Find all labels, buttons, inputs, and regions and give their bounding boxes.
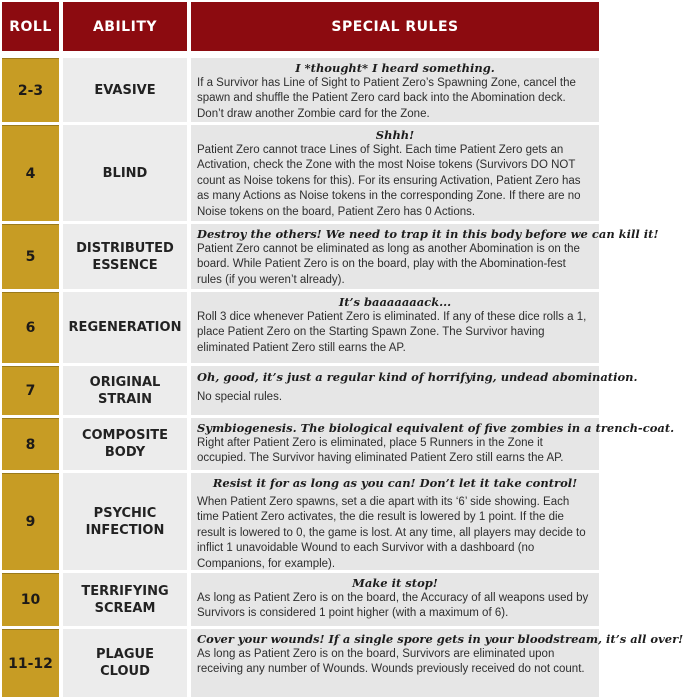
flavor-text: Cover your wounds! If a single spore gets in your bloodstream, it’s all over!: [197, 632, 683, 646]
rules-text: As long as Patient Zero is on the board, Survivors are eliminated upon receiving any number of Wounds. Wounds previously received do not count.: [197, 648, 585, 676]
rules-cell: [191, 292, 599, 363]
roll-cell: 11-12: [2, 629, 59, 697]
header-roll: ROLL: [2, 2, 59, 51]
ability-label: ORIGINAL STRAIN: [89, 374, 161, 407]
table-row: [0, 125, 601, 221]
table-row: [0, 418, 675, 470]
ability-cell: [63, 629, 187, 697]
ability-label: COMPOSITE BODY: [81, 428, 169, 460]
ability-cell: [63, 366, 187, 415]
ability-cell: [63, 58, 187, 122]
roll-cell: 9: [2, 473, 59, 570]
table-row: [0, 366, 638, 415]
ability-label: PSYCHIC INFECTION: [85, 505, 165, 538]
table-row: [0, 224, 659, 289]
table-row: [0, 292, 601, 363]
rules-cell: [191, 629, 683, 697]
ability-cell: [63, 418, 187, 470]
flavor-text: Oh, good, it’s just a regular kind of horrifying, undead abomination.: [197, 370, 638, 384]
table-row: [0, 573, 601, 626]
ability-cell: [63, 473, 187, 570]
flavor-text: Symbiogenesis. The biological equivalent of five zombies in a trench-coat.: [197, 421, 675, 435]
rules-text: Right after Patient Zero is eliminated, place 5 Runners in the Zone it occupied. The Survivor having eliminated Patient Zero still earns the AP.: [197, 437, 564, 465]
flavor-text: Resist it for as long as you can! Don’t let it take control!: [212, 476, 578, 490]
ability-cell: [63, 573, 187, 626]
flavor-text: It’s baaaaaaack...: [338, 295, 452, 309]
roll-cell: 2-3: [2, 58, 59, 122]
rules-text: No special rules.: [197, 391, 283, 403]
header-ability: ABILITY: [63, 2, 187, 51]
rules-cell: [191, 58, 599, 122]
ability-label: BLIND: [102, 165, 148, 181]
rules-text: When Patient Zero spawns, set a die apart with its ‘6’ side showing. Each time Patient Zero activates, the die result is lowered by 1 point. If the die result is lowered to 0, the game is lost. At any time, all players may decide to inflict 1 unavoidable Wound to each Survivor with a dashboard (no Companions, for example).: [197, 496, 586, 570]
rules-text: If a Survivor has Line of Sight to Patient Zero’s Spawning Zone, cancel the spawn and shuffle the Patient Zero card back into the Abomination deck. Don’t draw another Zombie card for the Zone.: [197, 77, 576, 120]
rules-cell: [191, 366, 638, 415]
rules-text: Patient Zero cannot be eliminated as long as another Abomination is on the board. While Patient Zero is on the board, play with the Abomination-fest rules (if you weren’t already).: [197, 243, 580, 286]
rules-cell: [191, 573, 599, 626]
rules-cell: [191, 224, 659, 289]
rules-cell: [191, 473, 599, 570]
rules-text: Patient Zero cannot trace Lines of Sight. Each time Patient Zero gets an Activation, check the Zone with the most Noise tokens (Survivors DO NOT count as Noise tokens for this). For its ensuring Activation, Patient Zero has as many Actions as Noise tokens in the corresponding Zone. If there are no Noise tokens on the board, Patient Zero has 0 Actions.: [197, 144, 581, 218]
ability-cell: [63, 224, 187, 289]
ability-label: DISTRIBUTED ESSENCE: [76, 240, 174, 273]
roll-cell: 4: [2, 125, 59, 221]
roll-cell: 8: [2, 418, 59, 470]
rules-cell: [191, 418, 675, 470]
flavor-text: I *thought* I heard something.: [295, 61, 495, 75]
roll-cell: 10: [2, 573, 59, 626]
ability-cell: [63, 125, 187, 221]
ability-label: REGENERATION: [68, 320, 182, 335]
roll-cell: 6: [2, 292, 59, 363]
header-special-rules: SPECIAL RULES: [191, 2, 599, 51]
table-row: [0, 629, 683, 697]
table-row: [0, 58, 601, 122]
roll-cell: 5: [2, 224, 59, 289]
rules-text: Roll 3 dice whenever Patient Zero is eliminated. If any of these dice rolls a 1, place Patient Zero on the Starting Spawn Zone. The Survivor having eliminated Patient Zero still earns the AP.: [197, 311, 587, 354]
flavor-text: Shhh!: [375, 128, 415, 142]
ability-label: EVASIVE: [94, 82, 156, 98]
ability-label: PLAGUE CLOUD: [96, 647, 154, 679]
roll-cell: 7: [2, 366, 59, 415]
table-header: [0, 0, 601, 55]
ability-label: TERRIFYING SCREAM: [81, 583, 169, 616]
flavor-text: Destroy the others! We need to trap it in this body before we can kill it!: [197, 227, 659, 241]
rules-cell: [191, 125, 599, 221]
flavor-text: Make it stop!: [352, 576, 438, 590]
ability-cell: [63, 292, 187, 363]
table-row: [0, 473, 601, 570]
rules-text: As long as Patient Zero is on the board, the Accuracy of all weapons used by Survivors is considered 1 point higher (with a maximum of 6).: [197, 592, 589, 620]
